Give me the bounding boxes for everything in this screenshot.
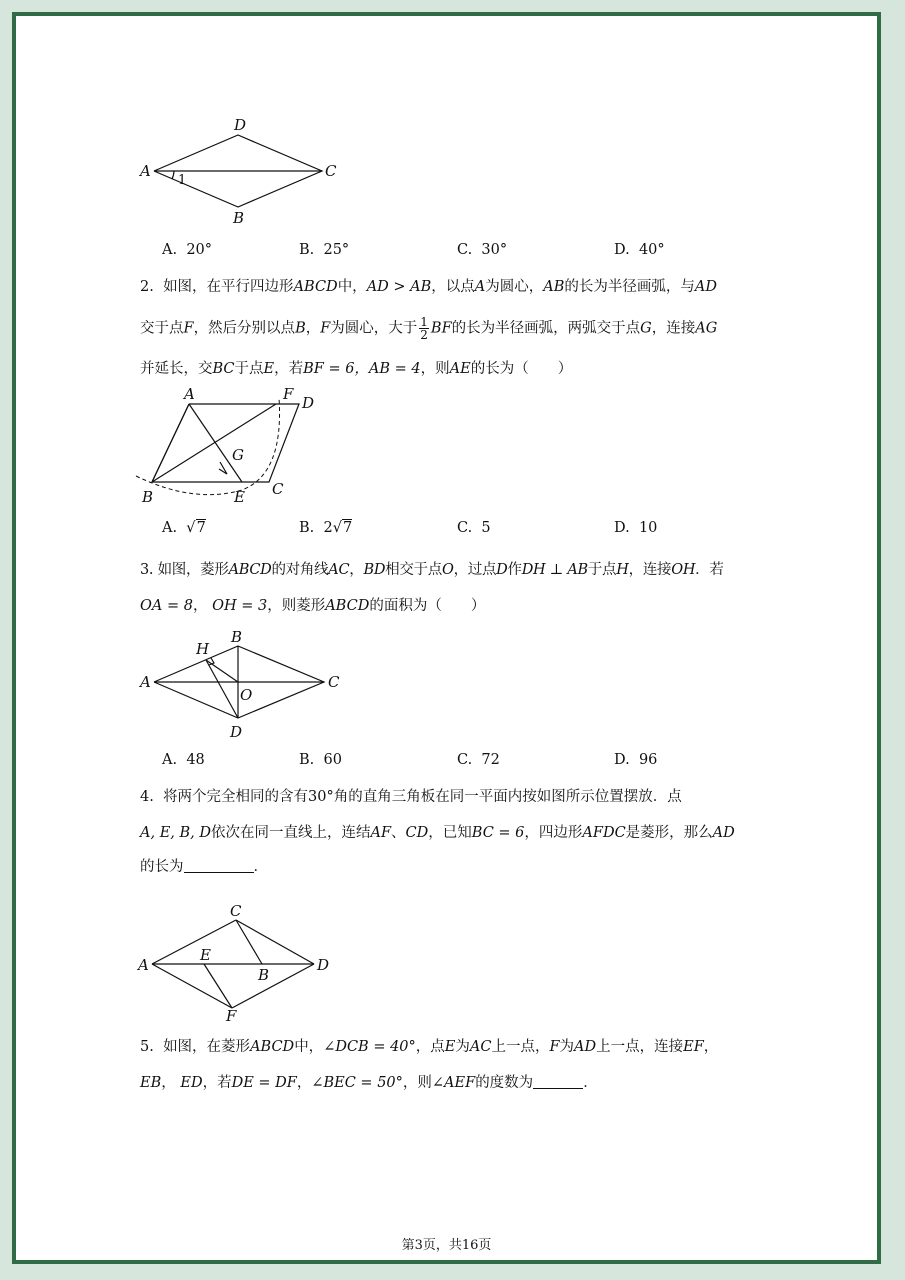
q2-label-b: B <box>142 488 154 506</box>
q3-label-h: H <box>196 640 210 658</box>
q4-line-2: A, E, B, D依次在同一直线上，连结AF、CD，已知BC = 6，四边形AFDC是菱形，那么AD <box>140 825 735 841</box>
q4-line-fd <box>232 964 314 1008</box>
q2-option-d[interactable]: D. 10 <box>614 520 658 536</box>
q4-label-c: C <box>230 902 242 920</box>
q2-option-a[interactable]: A. √7 <box>162 520 206 536</box>
q3-option-a[interactable]: A. 48 <box>162 752 205 768</box>
q2-label-f: F <box>283 386 294 403</box>
q2-option-b[interactable]: B. 2√7 <box>299 520 353 536</box>
q4-label-a: A <box>138 956 149 974</box>
q3-line-dh <box>206 660 238 718</box>
q3-label-c: C <box>328 673 340 691</box>
q2-figure <box>134 386 340 506</box>
q3-right-angle-mark <box>209 658 214 665</box>
q1-option-d[interactable]: D. 40° <box>614 242 665 258</box>
q2-label-d: D <box>302 394 315 412</box>
q4-label-d: D <box>317 956 330 974</box>
q1-option-b[interactable]: B. 25° <box>299 242 350 258</box>
q2-arc-marks <box>219 462 227 474</box>
q4-label-b: B <box>258 966 270 984</box>
q4-line-ac <box>152 920 236 964</box>
q5-line-2: EB， ED，若DE = DF，∠BEC = 50°，则∠AEF的度数为 ． <box>140 1075 598 1091</box>
q3-label-a: A <box>140 673 151 691</box>
q2-label-c: C <box>272 480 284 498</box>
q1-label-c: C <box>325 162 337 180</box>
q3-label-o: O <box>240 686 253 704</box>
q2-label-e: E <box>234 488 245 506</box>
q3-option-c[interactable]: C. 72 <box>457 752 500 768</box>
q4-line-3: 的长为 ． <box>140 859 268 875</box>
q3-label-b: B <box>231 628 243 646</box>
q2-line-ae <box>189 404 242 482</box>
q2-line-2: 交于点F，然后分别以点B，F为圆心，大于 $\frac{1}{2}$ BF的长为半径画弧，两弧交于点G，连接AG <box>140 315 718 342</box>
q1-option-c[interactable]: C. 30° <box>457 242 508 258</box>
q1-angle-arc <box>172 171 174 179</box>
q4-line-cb <box>236 920 262 964</box>
q3-line-1: 3. 如图，菱形ABCD的对角线AC，BD相交于点O，过点D作DH ⊥ AB于点H，连接OH．若 <box>140 562 724 578</box>
q4-line-af <box>152 964 232 1008</box>
q4-answer-blank[interactable] <box>184 858 254 873</box>
q2-label-g: G <box>232 446 244 464</box>
page-frame <box>12 12 881 1264</box>
q3-option-d[interactable]: D. 96 <box>614 752 658 768</box>
q4-line-ef <box>204 964 232 1008</box>
q1-figure <box>134 116 354 228</box>
q3-line-oh <box>206 660 238 682</box>
q2-option-c[interactable]: C. 5 <box>457 520 491 536</box>
q1-option-a[interactable]: A. 20° <box>162 242 213 258</box>
q2-line-3: 并延长，交BC于点E，若BF = 6，AB = 4，则AE的长为（ ） <box>140 361 573 377</box>
q3-figure <box>134 624 360 744</box>
q3-label-d: D <box>230 723 243 741</box>
q1-label-b: B <box>233 209 245 227</box>
q3-line-2: OA = 8， OH = 3，则菱形ABCD的面积为（ ） <box>140 598 486 614</box>
q4-line-1: 4. 将两个完全相同的含有30°角的直角三角板在同一平面内按如图所示位置摆放．点 <box>140 789 682 805</box>
q2-line-1: 2. 如图，在平行四边形ABCD中，AD > AB，以点A为圆心，AB的长为半径画弧，与AD <box>140 279 718 295</box>
q4-line-cd <box>236 920 314 964</box>
q1-label-a: A <box>140 162 151 180</box>
q4-figure <box>134 886 334 1022</box>
q5-line-1: 5. 如图，在菱形ABCD中，∠DCB = 40°，点E为AC上一点，F为AD上一点，连接EF， <box>140 1039 719 1055</box>
q3-option-b[interactable]: B. 60 <box>299 752 342 768</box>
q1-label-angle: 1 <box>178 173 187 188</box>
q4-label-f: F <box>226 1007 237 1022</box>
q4-label-e: E <box>200 946 211 964</box>
q1-label-d: D <box>234 116 247 134</box>
page-footer: 第3页，共16页 <box>401 1238 492 1253</box>
q2-fraction: $\frac{1}{2}$ <box>420 315 428 342</box>
q2-label-a: A <box>184 386 195 403</box>
q5-answer-blank[interactable] <box>533 1074 583 1089</box>
